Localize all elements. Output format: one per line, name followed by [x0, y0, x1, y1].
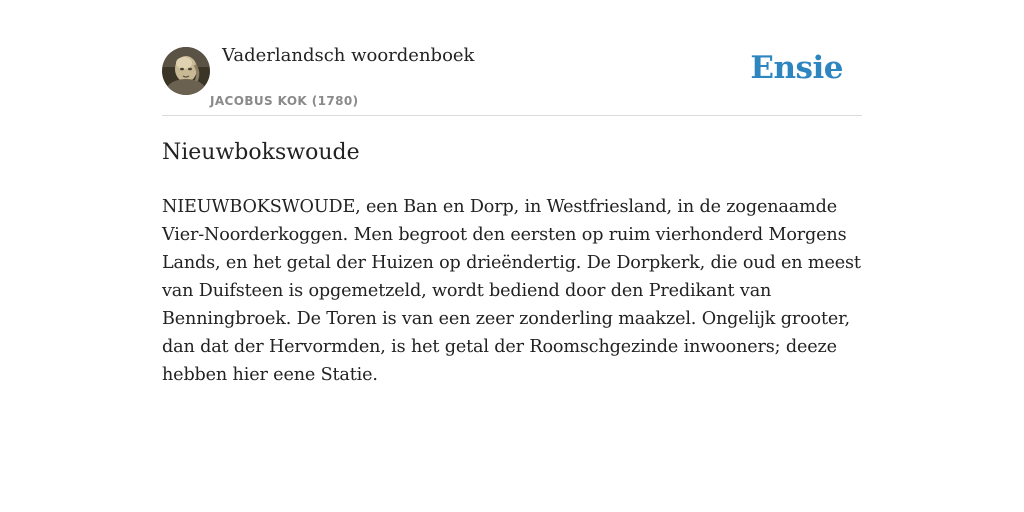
- portrait-icon: [162, 47, 210, 95]
- source-author: JACOBUS KOK (1780): [210, 94, 359, 108]
- author-avatar[interactable]: [162, 47, 210, 95]
- header: [162, 0, 862, 116]
- entry-title: Nieuwbokswoude: [162, 140, 360, 165]
- page-container: [162, 0, 862, 385]
- entry-body: NIEUWBOKSWOUDE, een Ban en Dorp, in Westfriesland, in de zogenaamde Vier-Noorderkoggen. Men begroot den eersten op ruim vierhonderd Morgens Lands, en het getal der Huizen op drieëndertig. De Dorpkerk, die oud en meest van Duifsteen is opgemetzeld, wordt bediend door den Predikant van Benningbroek. De Toren is van een zeer zonderling maakzel. Ongelijk grooter, dan dat der Hervormden, is het getal der Roomschgezinde inwooners; deeze hebben hier eene Statie.: [162, 197, 861, 385]
- brand-logo[interactable]: Ensie: [750, 50, 843, 86]
- source-title-link[interactable]: Vaderlandsch woordenboek: [222, 45, 475, 66]
